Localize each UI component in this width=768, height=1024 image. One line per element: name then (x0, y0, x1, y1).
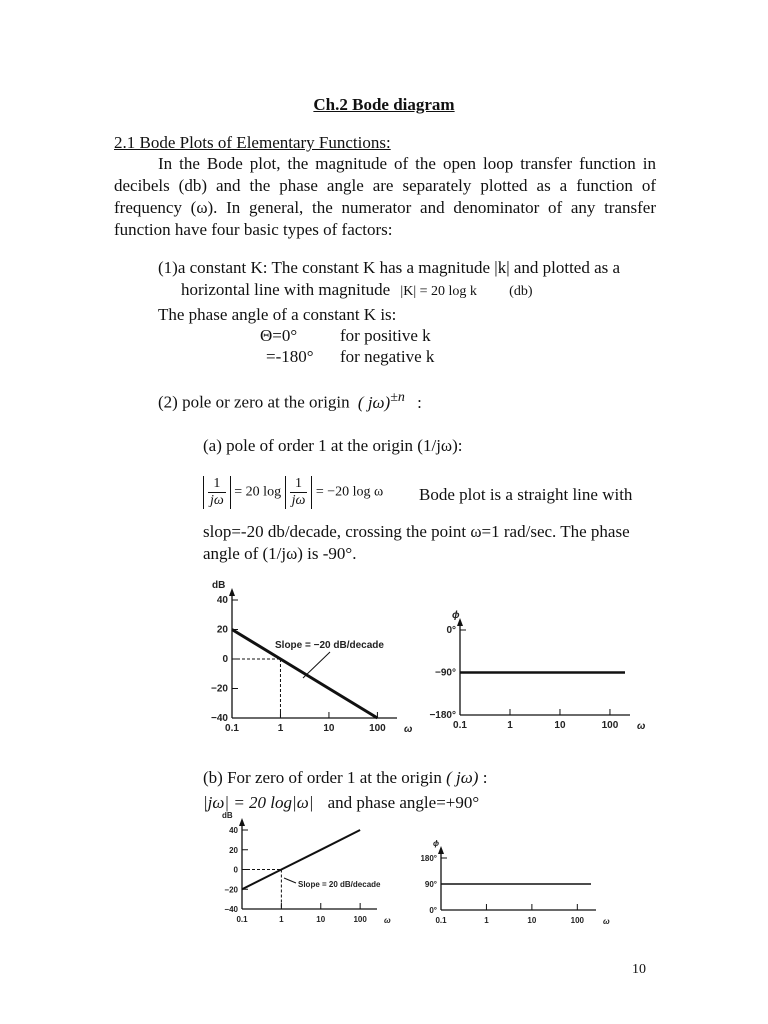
item2-text: (2) pole or zero at the origin (158, 392, 350, 412)
item2-formula: ( jω) (357, 392, 391, 412)
part-b-heading-text: (b) For zero of order 1 at the origin (203, 768, 442, 787)
item1-line2-text: horizontal line with magnitude (181, 280, 391, 299)
x-axis-label: ω (404, 724, 413, 735)
y-tick-label: 20 (216, 624, 228, 636)
annotation-arrow (303, 652, 330, 678)
phase-plot-zero (420, 839, 610, 926)
y-axis-arrow (239, 818, 245, 826)
x-tick-label: 10 (554, 720, 566, 731)
x-tick-label: 10 (527, 916, 537, 925)
part-a-heading: (a) pole of order 1 at the origin (1/jω): (203, 436, 463, 455)
annotation-arrow (284, 878, 296, 883)
x-tick-label: 10 (316, 915, 326, 924)
item1-cond2: for negative k (340, 347, 435, 366)
magnitude-plot-pole (211, 580, 413, 735)
y-tick-label: 90° (424, 880, 437, 889)
y-tick-label: −90° (435, 667, 456, 679)
page-number: 10 (632, 962, 646, 977)
x-tick-label: 1 (279, 915, 284, 924)
x-tick-label: 0.1 (453, 720, 467, 731)
item1-cond1: for positive k (340, 326, 431, 345)
magnitude-plot-zero (222, 811, 391, 925)
y-tick-label: 0 (222, 654, 228, 665)
y-tick-label: 0° (446, 625, 456, 636)
y-tick-label: 40 (216, 595, 228, 606)
x-tick-label: 1 (277, 723, 284, 734)
item2-colon: : (417, 392, 422, 412)
eq-end: = −20 log ω (315, 484, 384, 500)
eq-middle: = 20 log (234, 484, 282, 500)
y-tick-label: −20 (211, 683, 228, 695)
x-axis-label: ω (637, 721, 646, 732)
x-tick-label: 100 (570, 916, 585, 925)
y-axis-arrow (229, 588, 235, 596)
phase-plot-pole (429, 610, 646, 732)
x-tick-label: 100 (353, 915, 367, 924)
y-tick-label: −180° (429, 710, 456, 721)
slope-annotation: Slope = 20 dB/decade (298, 880, 381, 889)
eq-denominator-1: jω (210, 493, 224, 508)
x-tick-label: 100 (369, 723, 386, 734)
y-axis-label: ϕ (433, 839, 440, 848)
x-axis-label: ω (384, 916, 391, 925)
y-tick-label: 20 (229, 845, 238, 855)
x-tick-label: 0.1 (236, 915, 248, 924)
x-tick-label: 1 (507, 720, 513, 731)
y-tick-label: 0° (429, 906, 437, 915)
y-axis-label: ϕ (452, 610, 460, 621)
part-b-heading-formula: ( jω) (446, 768, 479, 787)
part-b-heading-colon: : (482, 768, 488, 787)
item1-unit: (db) (509, 284, 533, 299)
y-tick-label: −40 (211, 713, 228, 724)
eq-denominator-2: jω (291, 493, 306, 508)
part-b-equation-line (203, 793, 479, 813)
item2-exp: ±n (390, 390, 405, 405)
item1-formula: |K| = 20 log k (400, 284, 477, 299)
y-tick-label: −20 (224, 885, 238, 895)
x-tick-label: 0.1 (225, 723, 239, 734)
part-b-equation: |jω| = 20 log|ω| (203, 793, 314, 812)
item1-theta1: Θ=0° (260, 326, 298, 345)
x-tick-label: 0.1 (435, 916, 447, 925)
part-a-desc2: slop=-20 db/decade, crossing the point ω=1 rad/sec. The phase (203, 522, 630, 541)
x-tick-label: 100 (601, 720, 619, 731)
x-tick-label: 10 (323, 723, 335, 734)
slope-annotation: Slope = −20 dB/decade (275, 640, 384, 651)
y-axis-label: dB (212, 580, 226, 591)
y-tick-label: 40 (229, 826, 238, 835)
item1-phase-intro: The phase angle of a constant K is: (158, 305, 397, 324)
x-axis-label: ω (603, 917, 610, 926)
page-title: Ch.2 Bode diagram (313, 95, 455, 114)
y-tick-label: 180° (420, 854, 437, 863)
part-b-phase: and phase angle=+90° (327, 793, 480, 812)
eq-numerator-2: 1 (290, 476, 308, 493)
y-axis-label: dB (222, 811, 233, 820)
item1-theta2: =-180° (266, 347, 314, 366)
eq-numerator-1: 1 (208, 476, 226, 493)
part-a-desc3: angle of (1/jω) is -90°. (203, 544, 357, 563)
intro-text: In the Bode plot, the magnitude of the open loop transfer function in decibels (db) and the phase angle are separately plotted as a function of frequency (ω). In general, the numerator and denominator of any transfer function have four basic types of factors: (114, 154, 656, 239)
y-tick-label: 0 (233, 865, 238, 875)
item1-line1: (1)a constant K: The constant K has a magnitude |k| and plotted as a (158, 258, 621, 277)
section-heading: 2.1 Bode Plots of Elementary Functions: (114, 133, 391, 152)
y-tick-label: −40 (224, 905, 238, 914)
part-a-desc1: Bode plot is a straight line with (419, 485, 633, 504)
part-b-heading (203, 768, 487, 788)
x-tick-label: 1 (484, 916, 489, 925)
